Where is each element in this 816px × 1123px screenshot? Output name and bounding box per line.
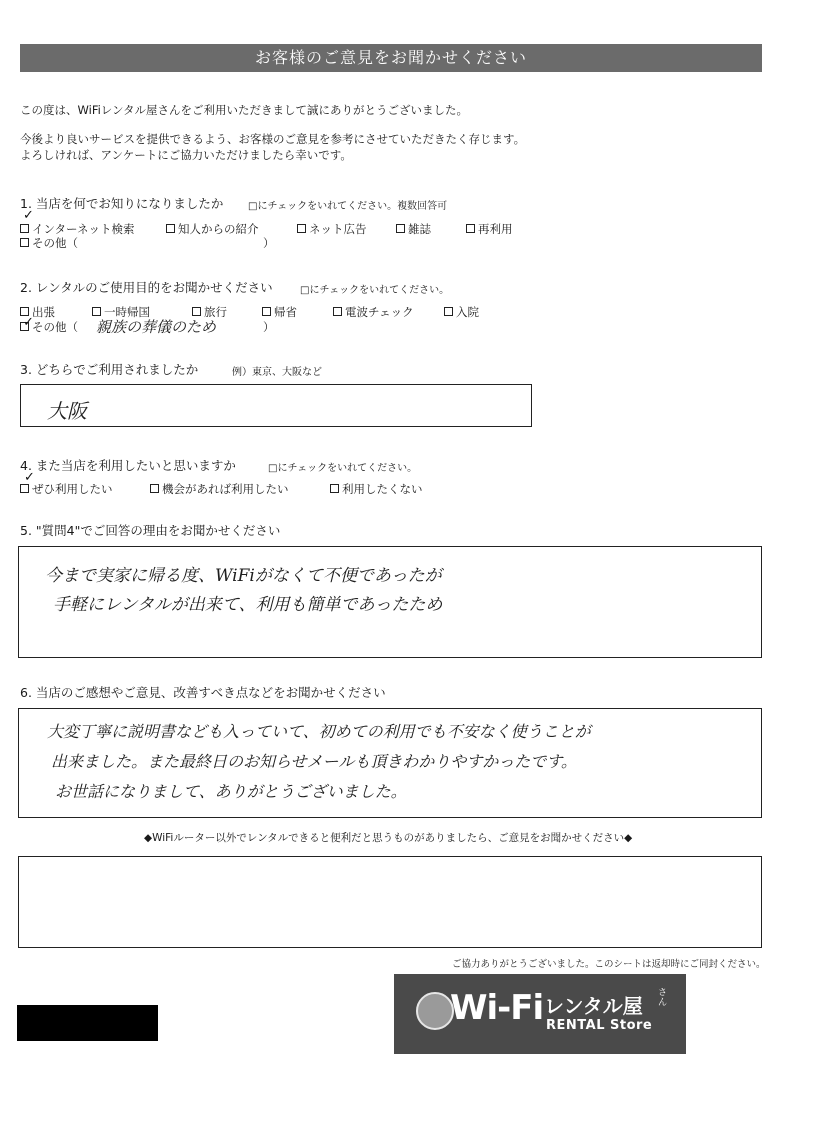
checkbox[interactable] [20,224,29,233]
q4-option-no[interactable]: 利用したくない [330,481,423,497]
q1-option-net-ad[interactable]: ネット広告 [297,221,367,237]
footer-thanks: ご協力ありがとうございました。このシートは返却時にご同封ください。 [452,959,766,970]
check-mark-icon: ✓ [24,470,35,485]
q2-option-hospital[interactable]: 入院 [444,304,479,320]
q2-other-answer: 親族の葬儀のため [96,318,217,336]
q1-option-internet[interactable]: インターネット検索 [20,221,134,237]
q4-option-definitely[interactable]: ぜひ利用したい [20,481,113,497]
q4-option-if-chance[interactable]: 機会があれば利用したい [150,481,289,497]
q1-option-other[interactable]: その他（ [20,235,78,251]
check-mark-icon: ✓ [23,208,34,223]
q1-option-referral[interactable]: 知人からの紹介 [166,221,259,237]
checkbox[interactable] [396,224,405,233]
checkbox[interactable] [192,307,201,316]
checkbox[interactable] [262,307,271,316]
q2-option-other[interactable]: その他（ [20,319,78,335]
q2-label: 2. レンタルのご使用目的をお聞かせください [20,280,273,295]
q5-answer-line-1: 今まで実家に帰る度、WiFiがなくて不便であったが [45,566,442,586]
logo [394,974,686,1054]
q2-option-business[interactable]: 出張 [20,304,55,320]
q3-answer: 大阪 [47,399,87,423]
q3-note: 例）東京、大阪など [232,367,322,378]
logo-wifi-text: Wi-Fi [450,988,544,1028]
q1-label: 1. 当店を何でお知りになりましたか [20,196,224,211]
q1-note: □にチェックをいれてください。複数回答可 [248,201,448,212]
crown-mascot-icon [416,992,454,1030]
checkbox[interactable] [333,307,342,316]
redaction-block [17,1005,158,1041]
q6-answer-line-2: 出来ました。また最終日のお知らせメールも頂きわかりやすかったです。 [51,752,577,771]
logo-en-text: RENTAL Store [546,1018,653,1033]
q1-option-magazine[interactable]: 雑誌 [396,221,431,237]
q3-label: 3. どちらでご利用されましたか [20,362,199,377]
q4-label: 4. また当店を利用したいと思いますか [20,458,236,473]
intro-line-2: 今後より良いサービスを提供できるよう、お客様のご意見を参考にさせていただきたく存じます。 [20,132,526,146]
checkbox[interactable] [20,238,29,247]
intro-line-1: この度は、WiFiレンタル屋さんをご利用いただきまして誠にありがとうございました。 [20,103,469,117]
q1-other-close: ） [263,236,275,250]
check-mark-icon: ✓ [23,315,34,330]
q1-option-reuse[interactable]: 再利用 [466,221,513,237]
checkbox[interactable] [166,224,175,233]
checkbox[interactable] [20,484,29,493]
q4-note: □にチェックをいれてください。 [268,463,418,474]
q3-answer-box[interactable] [20,384,532,427]
q6-answer-line-3: お世話になりまして、ありがとうございました。 [55,782,407,801]
q6-answer-line-1: 大変丁寧に説明書なども入っていて、初めての利用でも不安なく使うことが [47,722,591,741]
q2-note: □にチェックをいれてください。 [300,285,450,296]
checkbox[interactable] [444,307,453,316]
logo-jp-text: レンタル屋 [544,994,643,1018]
q5-answer-box[interactable] [18,546,762,658]
q6-answer-box[interactable] [18,708,762,818]
checkbox[interactable] [92,307,101,316]
q2-option-signal-check[interactable]: 電波チェック [333,304,414,320]
q5-label: 5. "質問4"でご回答の理由をお聞かせください [20,523,281,538]
checkbox[interactable] [150,484,159,493]
checkbox[interactable] [297,224,306,233]
logo-san-text: さん [658,988,668,1008]
checkbox[interactable] [466,224,475,233]
q2-option-travel[interactable]: 旅行 [192,304,227,320]
q2-other-close: ） [263,320,275,334]
page-title: お客様のご意見をお聞かせください [20,44,762,72]
q7-label: ◆WiFiルーター以外でレンタルできると便利だと思うものがありましたら、ご意見をお聞かせください◆ [144,832,633,844]
q6-label: 6. 当店のご感想やご意見、改善すべき点などをお聞かせください [20,685,386,700]
intro-line-3: よろしければ、アンケートにご協力いただけましたら幸いです。 [20,148,352,162]
q5-answer-line-2: 手軽にレンタルが出来て、利用も簡単であったため [53,595,443,615]
q2-option-homecoming[interactable]: 一時帰国 [92,304,150,320]
q2-option-return-home[interactable]: 帰省 [262,304,297,320]
q7-answer-box[interactable] [18,856,762,948]
checkbox[interactable] [330,484,339,493]
